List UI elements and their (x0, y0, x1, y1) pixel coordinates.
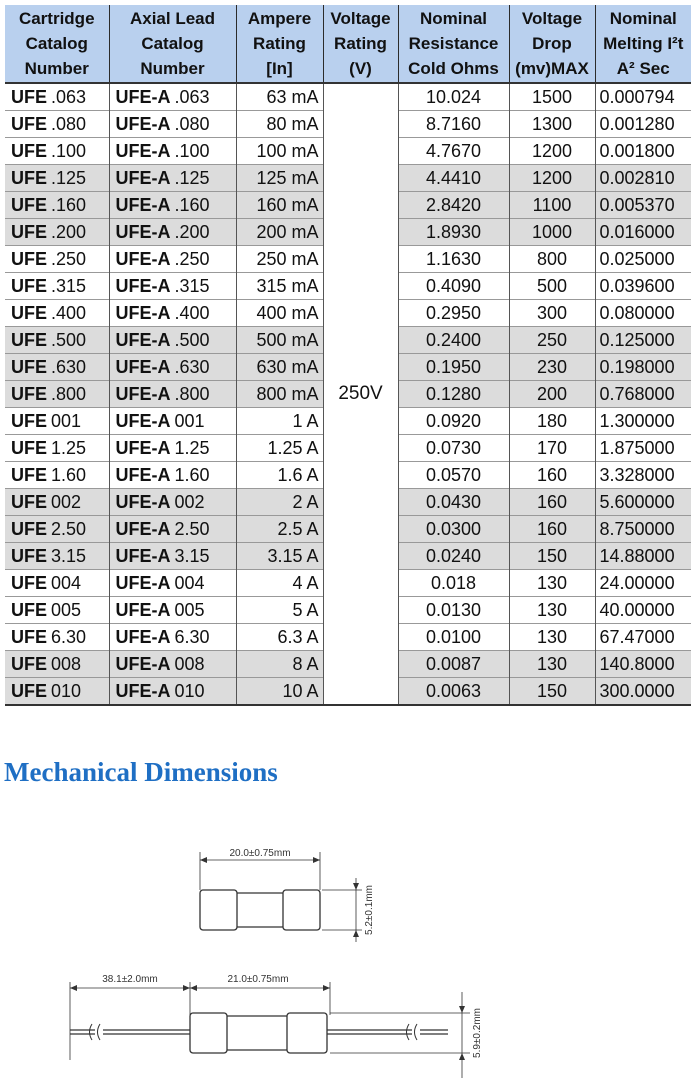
resistance-cell: 0.4090 (398, 273, 509, 300)
cartridge-catalog-cell-code: 008 (51, 653, 82, 674)
resistance-cell: 8.7160 (398, 111, 509, 138)
melting-i2t-cell: 0.002810 (595, 165, 691, 192)
column-header-line: Number (24, 59, 89, 78)
cartridge-catalog-cell-prefix: UFE (11, 167, 47, 188)
voltage-drop-cell: 300 (509, 300, 595, 327)
ampere-rating-cell: 6.3 A (236, 624, 323, 651)
voltage-drop-cell: 170 (509, 435, 595, 462)
axial-catalog-cell-prefix: UFE-A (115, 140, 171, 161)
axial-catalog-cell-prefix: UFE-A (115, 626, 171, 647)
column-header-line: Cold Ohms (408, 59, 499, 78)
cartridge-catalog-cell-prefix: UFE (11, 653, 47, 674)
cartridge-catalog-cell-prefix: UFE (11, 626, 47, 647)
column-header-line: Drop (532, 34, 572, 53)
axial-catalog-cell-prefix: UFE-A (115, 194, 171, 215)
column-header-line: [In] (266, 59, 293, 78)
column-header-line: Nominal (609, 9, 677, 28)
axial-catalog-cell-prefix: UFE-A (115, 356, 171, 377)
column-header-line: Catalog (141, 34, 204, 53)
voltage-drop-cell: 130 (509, 570, 595, 597)
axial-catalog-cell-prefix: UFE-A (115, 572, 171, 593)
column-header-line: (V) (349, 59, 372, 78)
axial-catalog-cell-prefix: UFE-A (115, 599, 171, 620)
cartridge-catalog-cell-prefix: UFE (11, 464, 47, 485)
ampere-rating-cell: 3.15 A (236, 543, 323, 570)
axial-catalog-cell-prefix: UFE-A (115, 545, 171, 566)
axial-catalog-cell-prefix: UFE-A (115, 464, 171, 485)
resistance-cell: 0.0300 (398, 516, 509, 543)
ampere-rating-cell: 500 mA (236, 327, 323, 354)
axial-catalog-cell-code: .063 (174, 86, 210, 107)
melting-i2t-cell: 0.198000 (595, 354, 691, 381)
voltage-drop-cell: 160 (509, 489, 595, 516)
resistance-cell: 0.0087 (398, 651, 509, 678)
column-header-line: Resistance (408, 34, 499, 53)
ampere-rating-cell: 1 A (236, 408, 323, 435)
axial-catalog-cell-code: .630 (174, 356, 210, 377)
axial-catalog-cell-code: 005 (174, 599, 205, 620)
melting-i2t-cell: 67.47000 (595, 624, 691, 651)
cartridge-catalog-cell-code: .125 (51, 167, 87, 188)
cartridge-catalog-cell-prefix: UFE (11, 329, 47, 350)
ampere-rating-cell: 800 mA (236, 381, 323, 408)
cartridge-length-label: 20.0±0.75mm (229, 848, 291, 859)
melting-i2t-cell: 140.8000 (595, 651, 691, 678)
axial-catalog-cell-prefix: UFE-A (115, 680, 171, 701)
cartridge-catalog-cell-prefix: UFE (11, 572, 47, 593)
axial-catalog-cell-code: .315 (174, 275, 210, 296)
cartridge-catalog-cell-code: .500 (51, 329, 87, 350)
ampere-rating-cell: 5 A (236, 597, 323, 624)
melting-i2t-cell: 0.025000 (595, 246, 691, 273)
resistance-cell: 0.0063 (398, 678, 509, 706)
column-header-line: Axial Lead (129, 9, 216, 28)
cartridge-catalog-cell-prefix: UFE (11, 545, 47, 566)
axial-catalog-cell-code: 010 (174, 680, 205, 701)
cartridge-catalog-cell-code: .080 (51, 113, 87, 134)
ampere-rating-cell: 250 mA (236, 246, 323, 273)
column-header-line: Catalog (25, 34, 88, 53)
resistance-cell: 0.0100 (398, 624, 509, 651)
axial-catalog-cell-code: .200 (174, 221, 210, 242)
ampere-rating-cell: 8 A (236, 651, 323, 678)
column-header-line: Rating (253, 34, 306, 53)
voltage-drop-cell: 160 (509, 516, 595, 543)
voltage-drop-cell: 130 (509, 651, 595, 678)
cartridge-catalog-cell-code: 2.50 (51, 518, 87, 539)
resistance-cell: 1.8930 (398, 219, 509, 246)
melting-i2t-cell: 8.750000 (595, 516, 691, 543)
resistance-cell: 4.4410 (398, 165, 509, 192)
axial-catalog-cell-prefix: UFE-A (115, 275, 171, 296)
axial-catalog-cell-code: 001 (174, 410, 205, 431)
axial-catalog-cell-prefix: UFE-A (115, 248, 171, 269)
axial-catalog-cell-code: .160 (174, 194, 210, 215)
cartridge-catalog-cell-code: 002 (51, 491, 82, 512)
cartridge-catalog-cell-prefix: UFE (11, 383, 47, 404)
cartridge-catalog-cell-code: .400 (51, 302, 87, 323)
melting-i2t-cell: 14.88000 (595, 543, 691, 570)
voltage-drop-cell: 200 (509, 381, 595, 408)
voltage-rating-cell: 250V (323, 83, 398, 705)
axial-catalog-cell-code: 008 (174, 653, 205, 674)
cartridge-catalog-cell-prefix: UFE (11, 518, 47, 539)
axial-catalog-cell-prefix: UFE-A (115, 302, 171, 323)
melting-i2t-cell: 0.016000 (595, 219, 691, 246)
column-header-line: A² Sec (616, 59, 670, 78)
ampere-rating-cell: 2 A (236, 489, 323, 516)
axial-catalog-cell-code: .080 (174, 113, 210, 134)
axial-catalog-cell-code: 002 (174, 491, 205, 512)
ampere-rating-cell: 1.6 A (236, 462, 323, 489)
voltage-drop-cell: 1300 (509, 111, 595, 138)
cartridge-catalog-cell-prefix: UFE (11, 113, 47, 134)
column-header-line: Number (140, 59, 205, 78)
voltage-drop-cell: 1200 (509, 138, 595, 165)
resistance-cell: 0.0920 (398, 408, 509, 435)
resistance-cell: 0.018 (398, 570, 509, 597)
melting-i2t-cell: 3.328000 (595, 462, 691, 489)
melting-i2t-cell: 0.039600 (595, 273, 691, 300)
axial-catalog-cell-code: .250 (174, 248, 210, 269)
cartridge-catalog-cell-prefix: UFE (11, 437, 47, 458)
cartridge-catalog-cell-code: .315 (51, 275, 87, 296)
resistance-cell: 0.0430 (398, 489, 509, 516)
axial-catalog-cell-prefix: UFE-A (115, 113, 171, 134)
cartridge-catalog-cell-prefix: UFE (11, 491, 47, 512)
ampere-rating-cell: 200 mA (236, 219, 323, 246)
cartridge-catalog-cell-prefix: UFE (11, 86, 47, 107)
melting-i2t-cell: 0.001280 (595, 111, 691, 138)
cartridge-catalog-cell-code: .160 (51, 194, 87, 215)
cartridge-catalog-cell-code: 010 (51, 680, 82, 701)
cartridge-catalog-cell-code: 3.15 (51, 545, 87, 566)
voltage-drop-cell: 180 (509, 408, 595, 435)
cartridge-catalog-cell-prefix: UFE (11, 599, 47, 620)
melting-i2t-cell: 0.125000 (595, 327, 691, 354)
melting-i2t-cell: 0.000794 (595, 83, 691, 111)
ampere-rating-cell: 400 mA (236, 300, 323, 327)
ampere-rating-cell: 2.5 A (236, 516, 323, 543)
resistance-cell: 1.1630 (398, 246, 509, 273)
cartridge-catalog-cell-code: .630 (51, 356, 87, 377)
axial-catalog-cell-prefix: UFE-A (115, 221, 171, 242)
axial-catalog-cell-prefix: UFE-A (115, 437, 171, 458)
ampere-rating-cell: 80 mA (236, 111, 323, 138)
cartridge-diameter-label: 5.2±0.1mm (364, 885, 375, 935)
axial-catalog-cell-prefix: UFE-A (115, 518, 171, 539)
axial-catalog-cell-code: .100 (174, 140, 210, 161)
melting-i2t-cell: 0.080000 (595, 300, 691, 327)
axial-catalog-cell-code: .400 (174, 302, 210, 323)
resistance-cell: 2.8420 (398, 192, 509, 219)
cartridge-catalog-cell-prefix: UFE (11, 410, 47, 431)
column-header-line: Rating (334, 34, 387, 53)
axial-catalog-cell-prefix: UFE-A (115, 167, 171, 188)
cartridge-catalog-cell-code: 1.60 (51, 464, 87, 485)
ampere-rating-cell: 4 A (236, 570, 323, 597)
ampere-rating-cell: 100 mA (236, 138, 323, 165)
resistance-cell: 0.0570 (398, 462, 509, 489)
melting-i2t-cell: 0.768000 (595, 381, 691, 408)
ampere-rating-cell: 63 mA (236, 83, 323, 111)
voltage-drop-cell: 1500 (509, 83, 595, 111)
resistance-cell: 10.024 (398, 83, 509, 111)
melting-i2t-cell: 0.005370 (595, 192, 691, 219)
voltage-drop-cell: 230 (509, 354, 595, 381)
axial-catalog-cell-prefix: UFE-A (115, 86, 171, 107)
cartridge-catalog-cell-code: .250 (51, 248, 87, 269)
voltage-drop-cell: 500 (509, 273, 595, 300)
voltage-drop-cell: 800 (509, 246, 595, 273)
axial-catalog-cell-prefix: UFE-A (115, 491, 171, 512)
cartridge-catalog-cell-prefix: UFE (11, 140, 47, 161)
axial-catalog-cell-code: 2.50 (174, 518, 210, 539)
melting-i2t-cell: 0.001800 (595, 138, 691, 165)
axial-catalog-cell-code: .125 (174, 167, 210, 188)
axial-catalog-cell-code: .800 (174, 383, 210, 404)
cartridge-catalog-cell-code: .100 (51, 140, 87, 161)
resistance-cell: 0.0730 (398, 435, 509, 462)
melting-i2t-cell: 40.00000 (595, 597, 691, 624)
cartridge-catalog-cell-code: 6.30 (51, 626, 87, 647)
axial-fuse-drawing (70, 982, 470, 1078)
cartridge-catalog-cell-code: 1.25 (51, 437, 87, 458)
voltage-drop-cell: 1000 (509, 219, 595, 246)
column-header-line: Voltage (521, 9, 583, 28)
column-header-line: Voltage (330, 9, 391, 28)
voltage-drop-cell: 250 (509, 327, 595, 354)
melting-i2t-cell: 24.00000 (595, 570, 691, 597)
cartridge-catalog-cell-code: 005 (51, 599, 82, 620)
cartridge-catalog-cell-prefix: UFE (11, 302, 47, 323)
resistance-cell: 0.2950 (398, 300, 509, 327)
axial-catalog-cell-code: 1.60 (174, 464, 210, 485)
cartridge-catalog-cell-prefix: UFE (11, 194, 47, 215)
melting-i2t-cell: 5.600000 (595, 489, 691, 516)
ampere-rating-cell: 10 A (236, 678, 323, 706)
section-title: Mechanical Dimensions (4, 757, 278, 787)
axial-catalog-cell-prefix: UFE-A (115, 653, 171, 674)
cartridge-catalog-cell-code: 004 (51, 572, 82, 593)
voltage-drop-cell: 150 (509, 678, 595, 706)
cartridge-catalog-cell-code: .200 (51, 221, 87, 242)
voltage-drop-cell: 130 (509, 597, 595, 624)
axial-catalog-cell-prefix: UFE-A (115, 383, 171, 404)
resistance-cell: 0.1280 (398, 381, 509, 408)
voltage-drop-cell: 1100 (509, 192, 595, 219)
resistance-cell: 0.2400 (398, 327, 509, 354)
column-header-line: (mv)MAX (515, 59, 589, 78)
cartridge-catalog-cell-code: .063 (51, 86, 87, 107)
axial-body-length-label: 21.0±0.75mm (227, 974, 289, 985)
melting-i2t-cell: 1.300000 (595, 408, 691, 435)
melting-i2t-cell: 1.875000 (595, 435, 691, 462)
axial-catalog-cell-code: 1.25 (174, 437, 210, 458)
axial-catalog-cell-code: .500 (174, 329, 210, 350)
resistance-cell: 0.0240 (398, 543, 509, 570)
voltage-drop-cell: 130 (509, 624, 595, 651)
ampere-rating-cell: 160 mA (236, 192, 323, 219)
axial-catalog-cell-code: 004 (174, 572, 205, 593)
resistance-cell: 4.7670 (398, 138, 509, 165)
lead-length-label: 38.1±2.0mm (102, 974, 158, 985)
cartridge-catalog-cell-code: .800 (51, 383, 87, 404)
resistance-cell: 0.1950 (398, 354, 509, 381)
cartridge-catalog-cell-code: 001 (51, 410, 82, 431)
column-header-line: Melting I²t (603, 34, 684, 53)
axial-catalog-cell-prefix: UFE-A (115, 329, 171, 350)
axial-catalog-cell-code: 6.30 (174, 626, 210, 647)
resistance-cell: 0.0130 (398, 597, 509, 624)
column-header-line: Ampere (247, 9, 312, 28)
column-header-line: Nominal (419, 9, 488, 28)
ampere-rating-cell: 315 mA (236, 273, 323, 300)
voltage-drop-cell: 150 (509, 543, 595, 570)
ampere-rating-cell: 125 mA (236, 165, 323, 192)
ampere-rating-cell: 630 mA (236, 354, 323, 381)
axial-catalog-cell-code: 3.15 (174, 545, 210, 566)
melting-i2t-cell: 300.0000 (595, 678, 691, 706)
cartridge-fuse-drawing (200, 852, 362, 942)
cartridge-catalog-cell-prefix: UFE (11, 221, 47, 242)
voltage-drop-cell: 1200 (509, 165, 595, 192)
column-header-line: Cartridge (18, 9, 95, 28)
voltage-drop-cell: 160 (509, 462, 595, 489)
axial-diameter-label: 5.9±0.2mm (472, 1008, 483, 1058)
cartridge-catalog-cell-prefix: UFE (11, 356, 47, 377)
cartridge-catalog-cell-prefix: UFE (11, 680, 47, 701)
cartridge-catalog-cell-prefix: UFE (11, 248, 47, 269)
axial-catalog-cell-prefix: UFE-A (115, 410, 171, 431)
ampere-rating-cell: 1.25 A (236, 435, 323, 462)
cartridge-catalog-cell-prefix: UFE (11, 275, 47, 296)
